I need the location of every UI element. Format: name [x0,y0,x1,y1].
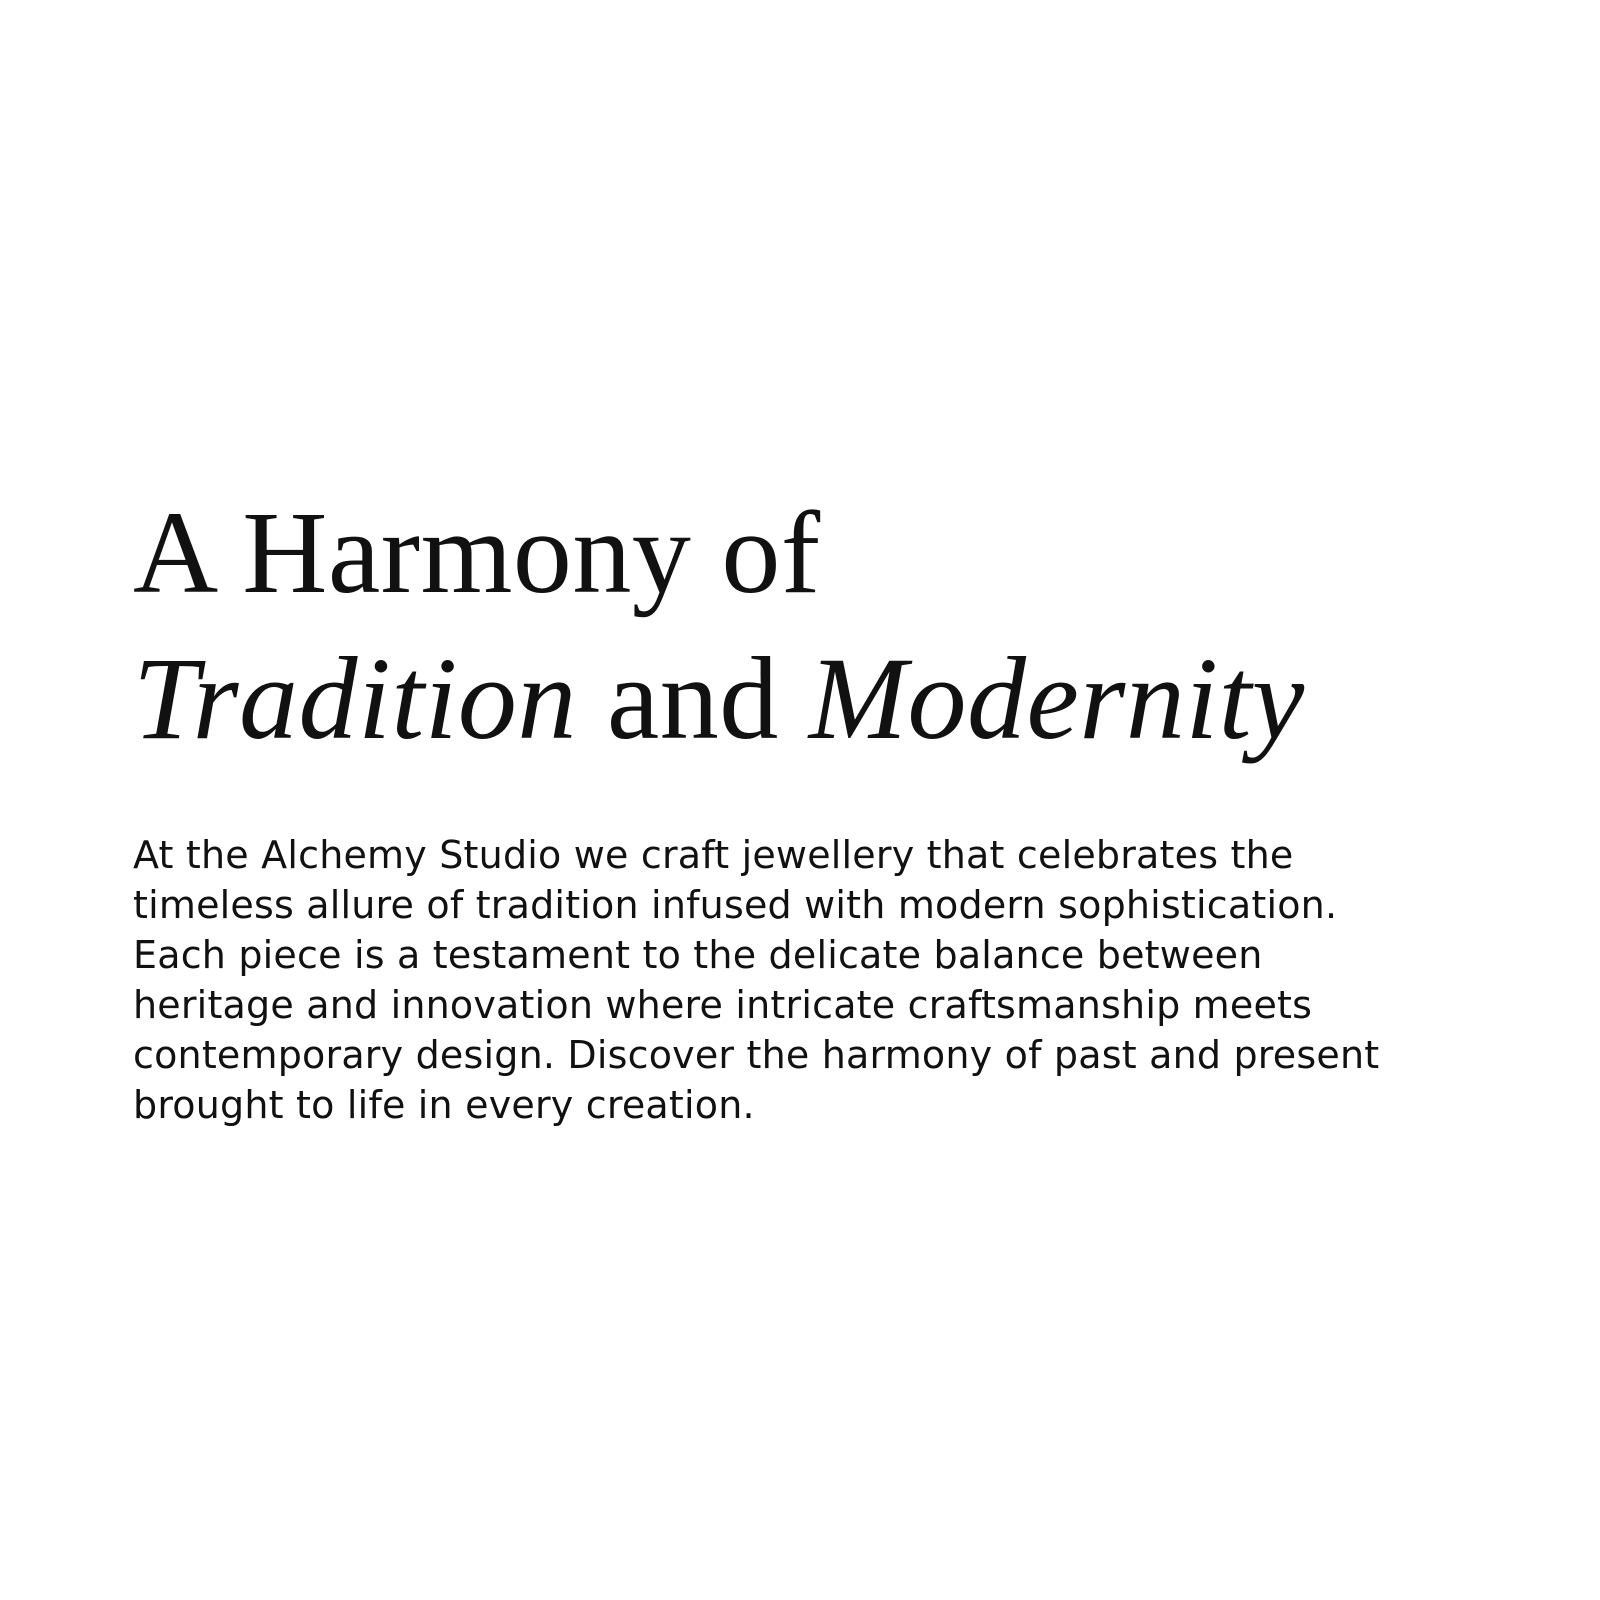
headline-word-tradition: Tradition [133,633,577,764]
headline-line-2 [133,626,1473,772]
headline-word-and: and [576,633,809,764]
body-paragraph: At the Alchemy Studio we craft jewellery that celebrates the timeless allure of tradition infused with modern sophistication. Each piece is a testament to the delicate balance between heritage and innovation where intricate craftsmanship meets contemporary design. Discover the harmony of past and present brought to life in every creation. [133,833,1380,1127]
headline-word-modernity: Modernity [808,633,1305,764]
headline [133,480,1473,772]
headline-line-1: A Harmony of [133,487,821,618]
content-block [133,480,1473,1130]
